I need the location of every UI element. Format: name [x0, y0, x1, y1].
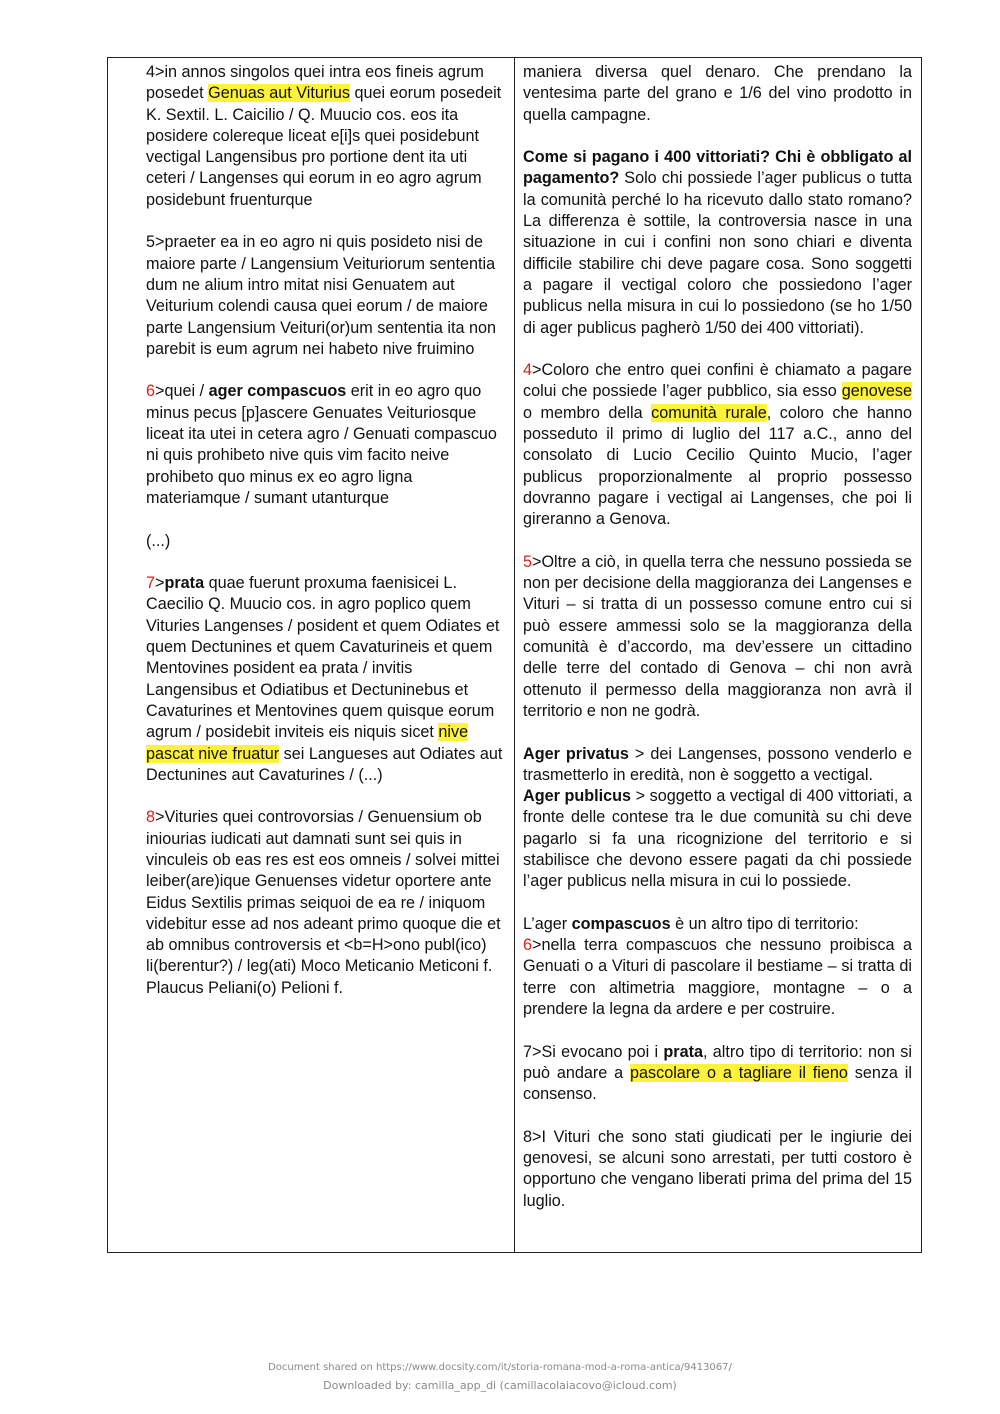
bold-term: Ager publicus [523, 787, 632, 806]
bold-term: prata [663, 1042, 704, 1061]
commentary-paragraph-4: 4>Coloro che entro quei confini è chiamato a pagare colui che possiede l’ager pubblico, sia esso genovese o membro della comunità rurale, coloro che hanno posseduto il primo di luglio del 117 a.C., anno del consolato di Lucio Cecilio Quinto Mucio, l’ager publicus proporzionalmente al proprio possesso dovranno pagare i vectigal ai Langenses, che poi li gireranno a Genova. [523, 361, 912, 529]
highlight: comunità rurale [651, 403, 767, 422]
section-number: 5 [523, 552, 533, 571]
commentary-paragraph-7: 7>Si evocano poi i prata, altro tipo di territorio: non si può andare a pascolare o a tagliare il fieno senza il consenso. [523, 1042, 913, 1104]
footer-downloaded-line: Downloaded by: camilla_app_di (camillacolaiacovo@icloud.com) [323, 1379, 677, 1392]
section-number: 7 [146, 574, 156, 593]
commentary-paragraph-5: 5>Oltre a ciò, in quella terra che nessuno possieda se non per decisione della maggioranza dei Langenses e Vituri – si tratta di un possesso comune entro cui si può essere ammessi solo se la maggioranza della comunità è d’accordo, ma dev’essere un cittadino delle terre del contado di Genova – chi non avrà ottenuto il permesso della maggioranza non avrà il territorio e non ne godrà. [523, 552, 912, 720]
commentary-paragraph-6: 6>nella terra compascuos che nessuno proibisca a Genuati o a Vituri di pascolare il bestiame – si tratta di terre con altimetria maggiore, montagne – o a prendere la legna da ardere e per costruire. [523, 936, 912, 1019]
section-number: 6 [146, 382, 156, 401]
bold-term: prata [164, 574, 205, 593]
latin-paragraph-6: 6>quei / ager compascuos erit in eo agro quo minus pecus [p]ascere Genuates Veituriosque liceat ita utei in cetera agro / Genuati compascuo ni quis prohibeto nive quis vim facito neive prohibeto quo minus ex eo agro ligna materiamque / sumant utanturque [146, 382, 497, 507]
bold-question: Come si pagano i 400 vittoriati? Chi è obbligato al pagamento? [523, 148, 912, 188]
italian-commentary-column [515, 58, 921, 1252]
bold-term: compascuos [571, 914, 671, 933]
section-number: 8 [146, 808, 156, 827]
highlight: nive pascat nive fruatur [146, 723, 469, 763]
latin-paragraph-4: 4>in annos singolos quei intra eos fineis agrum posedet Genuas aut Viturius quei eorum posedeit K. Sextil. L. Caicilio / Q. Muucio cos. eos ita posidere colereque liceat e[i]s quei posidebunt vectigal Langensibus pro portione dent ita uti ceteri / Langenses qui eorum in eo agro agrum posidebunt fruenturque [146, 63, 502, 209]
commentary-ager-privatus: Ager privatus > dei Langenses, possono venderlo e trasmetterlo in eredità, non è soggetto a vectigal. [523, 744, 912, 784]
commentary-ager-publicus: Ager publicus > soggetto a vectigal di 400 vittoriati, a fronte delle contese tra le due comunità su chi deve pagarlo si fa una ricognizione del territorio e si stabilisce che devono essere pagati da chi possiede l’ager publicus nella misura in cui lo possiede. [523, 787, 912, 891]
commentary-paragraph-8: 8>I Vituri che sono stati giudicati per le ingiurie dei genovesi, se alcuni sono arrestati, per tutti costoro è opportuno che vengano liberati prima del prima del 15 luglio. [523, 1127, 912, 1210]
highlight: Genuas aut Viturius [208, 84, 350, 103]
latin-paragraph-7: 7>prata quae fuerunt proxuma faenisicei L. Caecilio Q. Muucio cos. in agro poplico quem Vituries Langenses / posident et quem Odiates et quem Dectunines et quem Cavaturineis et quem Mentovines posident ea prata / invitis Langensibus et Odiatibus et Dectuninebus et Cavaturines et Mentovines quem quisque eorum agrum / posidebit inviteis eis niquis sicet nive pascat nive fruatur sei Langueses aut Odiates aut Dectunines aut Cavaturines / (...) [146, 574, 503, 784]
document-table [107, 57, 922, 1253]
latin-paragraph-5: 5>praeter ea in eo agro ni quis posideto nisi de maiore parte / Langensium Veituriorum sententia dum ne alium intro mitat nisi Genuatem aut Veiturium colendi causa quei eorum / de maiore parte Langensium Veituri(or)um sententia ita non parebit is eum agrum nei habeto nive fruimino [146, 233, 497, 358]
bold-term: Ager privatus [523, 744, 629, 763]
highlight: genovese [841, 382, 912, 401]
commentary-compascuos-intro: L’ager compascuos è un altro tipo di territorio: [523, 914, 859, 933]
ellipsis: (...) [146, 531, 171, 550]
commentary-paragraph-question: Come si pagano i 400 vittoriati? Chi è obbligato al pagamento? Solo chi possiede l’ager publicus o tutta la comunità perché lo ha ricevuto dallo stato romano? La differenza è sottile, la controversia nasce in una situazione in cui i confini non sono chiari e diventa difficile stabilire chi deve pagare cosa. Sono soggetti a pagare il vectigal coloro che possiedono l’ager publicus nella misura in cui lo possiedono (se ho 1/50 di ager publicus pagherò 1/50 dei 400 vittoriati). [523, 148, 912, 337]
latin-text-column [108, 58, 515, 1252]
section-number: 6 [523, 936, 533, 955]
commentary-paragraph-intro: maniera diversa quel denaro. Che prendano la ventesima parte del grano e 1/6 del vino prodotto in quella campagne. [523, 63, 912, 124]
highlight: pascolare o a tagliare il fieno [630, 1063, 848, 1082]
section-number: 4 [523, 361, 533, 380]
bold-term: ager compascuos [208, 382, 347, 401]
footer-shared-line: Document shared on https://www.docsity.com/it/storia-romana-mod-a-roma-antica/9413067/ [268, 1362, 732, 1373]
latin-paragraph-8: 8>Vituries quei controvorsias / Genuensium ob iniourias iudicati aut damnati sunt sei quis in vinculeis ob eas res est eos omneis / solvei mittei leiber(are)ique Genuenses videtur oportere ante Eidus Sextilis primas seiquoi de ea re / iniquom videbitur esse ad nos adeant primo quoque die et ab omnibus controversis et <b=H>ono publ(ico) li(berentur?) / leg(ati) Moco Meticanio Meticoni f. Plaucus Peliani(o) Pelioni f. [146, 808, 501, 997]
